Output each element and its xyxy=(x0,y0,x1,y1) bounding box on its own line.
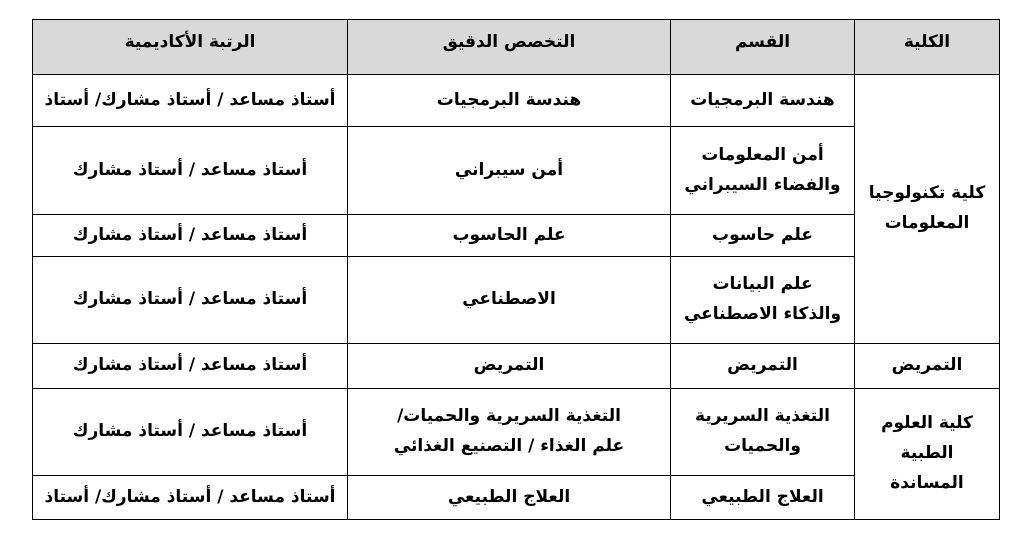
faculty-positions-table xyxy=(32,19,1000,520)
department-cell: العلاج الطبيعي xyxy=(671,476,855,520)
rank-cell: أستاذ مساعد / أستاذ مشارك xyxy=(33,344,348,389)
header-college: الكلية xyxy=(855,20,1000,75)
table-row xyxy=(33,344,1000,389)
table-row xyxy=(33,215,1000,257)
header-specialization: التخصص الدقيق xyxy=(348,20,671,75)
specialization-cell: التمريض xyxy=(348,344,671,389)
department-cell: هندسة البرمجيات xyxy=(671,75,855,127)
rank-cell: أستاذ مساعد / أستاذ مشارك xyxy=(33,389,348,476)
college-cell: كلية تكنولوجيا المعلومات xyxy=(855,75,1000,344)
header-rank: الرتبة الأكاديمية xyxy=(33,20,348,75)
department-cell: علم حاسوب xyxy=(671,215,855,257)
rank-cell: أستاذ مساعد / أستاذ مشارك xyxy=(33,127,348,215)
cropped-heading-area xyxy=(0,0,1024,18)
rank-cell: أستاذ مساعد / أستاذ مشارك/ أستاذ xyxy=(33,75,348,127)
header-department: القسم xyxy=(671,20,855,75)
rank-cell: أستاذ مساعد / أستاذ مشارك xyxy=(33,257,348,344)
table-row xyxy=(33,476,1000,520)
specialization-cell: التغذية السريرية والحميات/ علم الغذاء / التصنيع الغذائي xyxy=(348,389,671,476)
rank-cell: أستاذ مساعد / أستاذ مشارك xyxy=(33,215,348,257)
specialization-cell: الاصطناعي xyxy=(348,257,671,344)
specialization-cell: هندسة البرمجيات xyxy=(348,75,671,127)
table-row xyxy=(33,257,1000,344)
department-cell: التمريض xyxy=(671,344,855,389)
table-row xyxy=(33,75,1000,127)
rank-cell: أستاذ مساعد / أستاذ مشارك/ أستاذ xyxy=(33,476,348,520)
specialization-cell: أمن سيبراني xyxy=(348,127,671,215)
table-row xyxy=(33,127,1000,215)
department-cell: علم البيانات والذكاء الاصطناعي xyxy=(671,257,855,344)
specialization-cell: علم الحاسوب xyxy=(348,215,671,257)
department-cell: أمن المعلومات والفضاء السيبراني xyxy=(671,127,855,215)
college-cell: كلية العلوم الطبية المساندة xyxy=(855,389,1000,520)
college-cell: التمريض xyxy=(855,344,1000,389)
table-row xyxy=(33,389,1000,476)
specialization-cell: العلاج الطبيعي xyxy=(348,476,671,520)
department-cell: التغذية السريرية والحميات xyxy=(671,389,855,476)
header-row xyxy=(33,20,1000,75)
